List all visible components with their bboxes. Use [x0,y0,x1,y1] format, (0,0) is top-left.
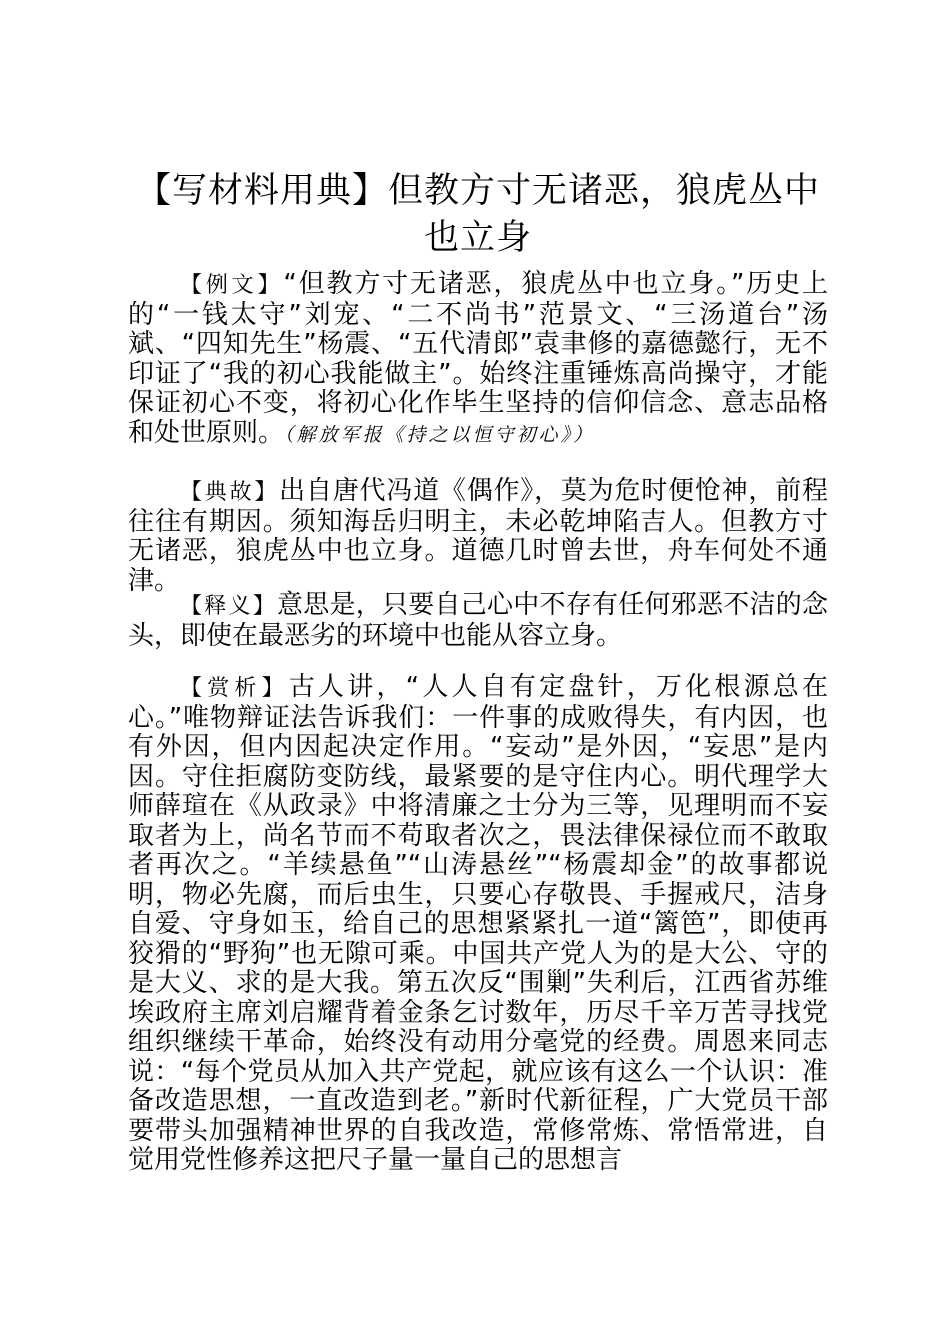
allusion-body: 出自唐代冯道《偶作》，莫为危时便怆神，前程往往有期因。须知海岳归明主，未必乾坤陷吉人。但教方寸无诸恶，狼虎丛中也立身。道德几时曾去世，舟车何处不通津。 [128,476,828,596]
example-body: “但教方寸无诸恶，狼虎丛中也立身。”历史上的“一钱太守”刘宠、“二不尚书”范景文、“三汤道台”汤斌、“四知先生”杨震、“五代清郎”袁聿修的嘉德懿行，无不印证了“我的初心我能做主”。始终注重锤炼高尚操守，才能保证初心不变，将初心化作毕生坚持的信仰信念、意志品格和处世原则。 [128,269,828,448]
allusion-paragraph [128,477,828,596]
allusion-tag: 【典故】 [180,480,280,505]
meaning-paragraph [128,591,828,651]
example-source: （解放军报《持之以恒守初心》） [284,423,596,446]
meaning-tag: 【释义】 [180,594,277,619]
meaning-body: 意思是，只要自己心中不存有任何邪恶不洁的念头，即使在最恶劣的环境中也能从容立身。 [128,590,828,651]
analysis-paragraph [128,673,828,1176]
example-paragraph [128,270,828,450]
example-tag: 【例文】 [180,273,284,298]
analysis-tag: 【赏析】 [180,676,289,701]
document-title: 【写材料用典】但教方寸无诸恶，狼虎丛中也立身 [135,171,820,258]
analysis-body: 古人讲，“人人自有定盘针，万化根源总在心。”唯物辩证法告诉我们：一件事的成败得失，有内因，也有外因，但内因起决定作用。“妄动”是外因，“妄思”是内因。守住拒腐防变防线，最紧要的是守住内心。明代理学大师薛瑄在《从政录》中将清廉之士分为三等，见理明而不妄取者为上，尚名节而不苟取者次之，畏法律保禄位而不敢取者再次之。“羊续悬鱼”“山涛悬丝”“杨震却金”的故事都说明，物必先腐，而后虫生，只要心存敬畏、手握戒尺，洁身自爱、守身如玉，给自己的思想紧紧扎一道“篱笆”，即使再狡猾的“野狗”也无隙可乘。中国共产党人为的是大公、守的是大义、求的是大我。第五次反“围剿”失利后，江西省苏维埃政府主席刘启耀背着金条乞讨数年，历尽千辛万苦寻找党组织继续干革命，始终没有动用分毫党的经费。周恩来同志说：“每个党员从加入共产党起，就应该有这么一个认识：准备改造思想，一直改造到老。”新时代新征程，广大党员干部要带头加强精神世界的自我改造，常修常炼、常悟常进，自觉用党性修养这把尺子量一量自己的思想言 [128,672,828,1175]
